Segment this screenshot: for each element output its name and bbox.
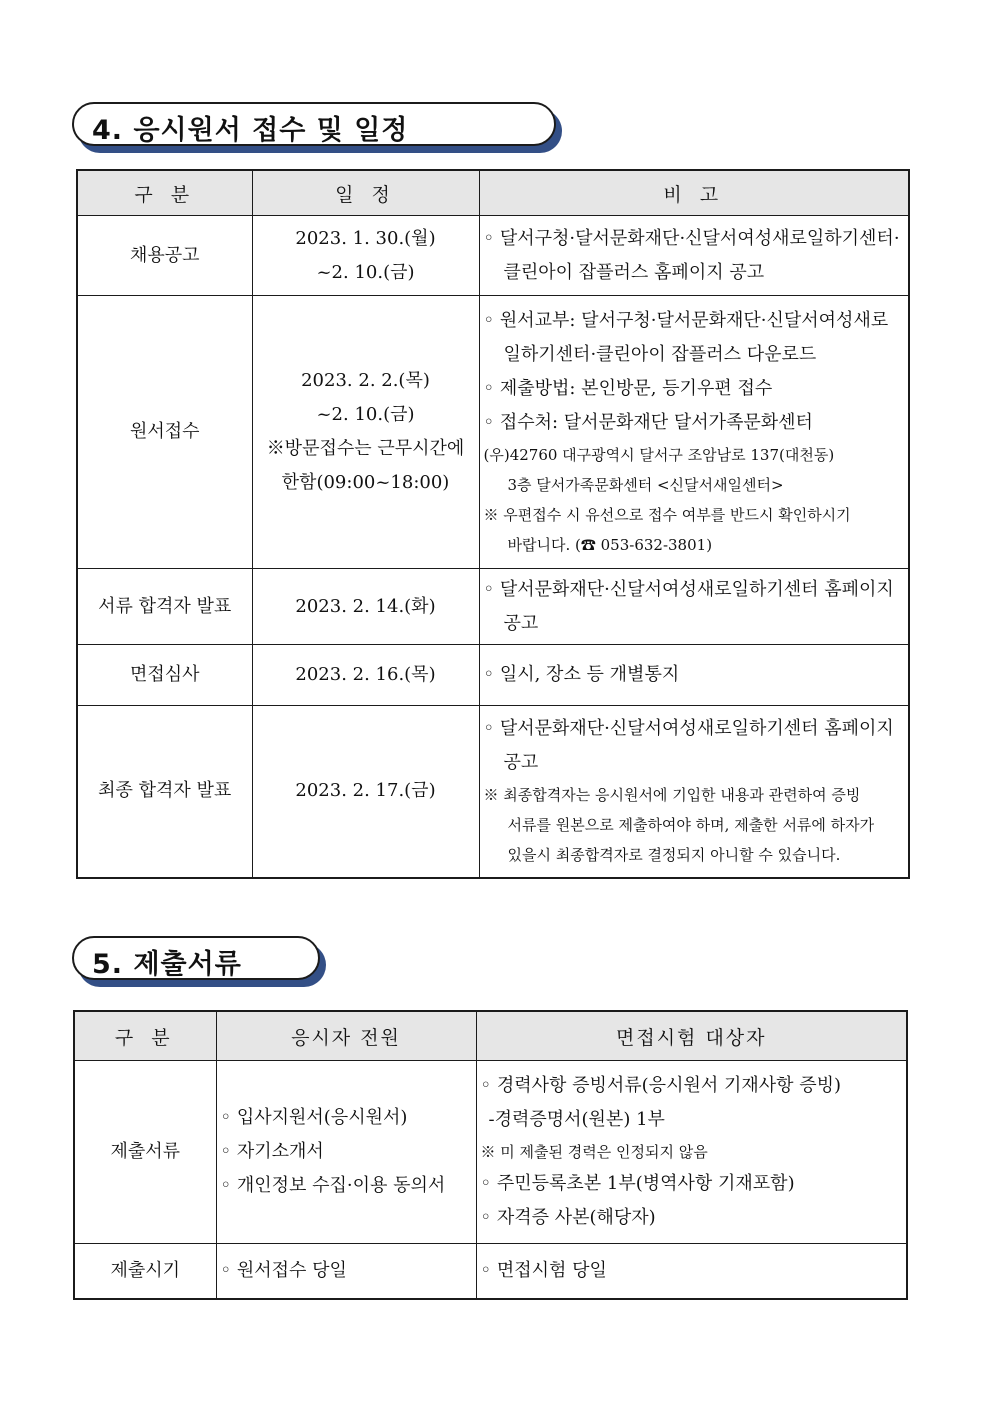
doc-line: ◦ 입사지원서(응시원서) — [220, 1107, 408, 1128]
row-schedule — [252, 569, 479, 645]
note-line: 공고 — [503, 752, 539, 774]
row-notes — [479, 706, 909, 878]
note-line: ◦ 달서문화재단·신달서여성새로일하기센터 홈페이지 — [483, 718, 894, 740]
doc-line: ◦ 원서접수 당일 — [220, 1259, 347, 1281]
note-line: ◦ 일시, 장소 등 개별통지 — [483, 664, 680, 685]
doc-line: ◦ 주민등록초본 1부(병역사항 기재포함) — [480, 1173, 795, 1194]
row-schedule — [252, 706, 479, 878]
schedule-line: 한함(09:00~18:00) — [281, 472, 450, 493]
doc-line: ◦ 자격증 사본(해당자) — [480, 1207, 656, 1228]
doc-line: -경력증명서(원본) 1부 — [488, 1109, 665, 1130]
table-row — [77, 296, 909, 569]
note-line: ※ 우편접수 시 유선으로 접수 여부를 반드시 확인하시기 — [483, 506, 851, 524]
row-notes — [479, 296, 909, 569]
schedule-table — [76, 169, 910, 879]
row-category: 원서접수 — [77, 296, 252, 569]
doc-line: ◦ 개인정보 수집·이용 동의서 — [220, 1175, 446, 1196]
table-row — [77, 569, 909, 645]
note-line: ◦ 원서교부: 달서구청·달서문화재단·신달서여성새로 — [483, 310, 889, 331]
note-line: ◦ 달서문화재단·신달서여성새로일하기센터 홈페이지 — [483, 578, 894, 600]
row-category: 제출시기 — [74, 1244, 216, 1299]
doc-line: ◦ 자기소개서 — [220, 1141, 324, 1162]
row-interview-candidates — [476, 1244, 907, 1299]
header-notes: 비 고 — [479, 170, 909, 216]
row-interview-candidates — [476, 1061, 907, 1244]
doc-line: ◦ 경력사항 증빙서류(응시원서 기재사항 증빙) — [480, 1075, 842, 1096]
table-row — [74, 1244, 907, 1299]
header-category: 구 분 — [74, 1011, 216, 1061]
note-line: 클린아이 잡플러스 홈페이지 공고 — [503, 261, 765, 283]
header-all-applicants: 응시자 전원 — [216, 1011, 476, 1061]
table-row — [77, 706, 909, 878]
note-line: ※ 최종합격자는 응시원서에 기입한 내용과 관련하여 증빙 — [483, 786, 861, 805]
section-5-title: 5. 제출서류 — [92, 949, 242, 980]
schedule-line: 2023. 1. 30.(월) — [295, 227, 436, 249]
row-all-applicants — [216, 1061, 476, 1244]
note-line: 3층 달서가족문화센터 <신달서새일센터> — [507, 476, 784, 494]
table-row — [74, 1061, 907, 1244]
row-category: 제출서류 — [74, 1061, 216, 1244]
schedule-line: 2023. 2. 17.(금) — [295, 780, 436, 802]
section-4-title: 4. 응시원서 접수 및 일정 — [92, 115, 409, 146]
note-line: ◦ 제출방법: 본인방문, 등기우편 접수 — [483, 378, 773, 399]
table-row — [77, 645, 909, 706]
schedule-line: ~2. 10.(금) — [316, 261, 415, 283]
note-line: 바랍니다. (☎ 053-632-3801) — [507, 536, 713, 554]
section-4-title-box — [72, 102, 556, 146]
schedule-header-row — [77, 170, 909, 216]
row-schedule — [252, 296, 479, 569]
section-5-title-box — [72, 936, 320, 980]
schedule-line: 2023. 2. 16.(목) — [295, 664, 436, 685]
note-line: ◦ 달서구청·달서문화재단·신달서여성새로일하기센터· — [483, 227, 900, 249]
row-category: 면접심사 — [77, 645, 252, 706]
row-schedule — [252, 216, 479, 296]
note-line: 공고 — [503, 612, 539, 634]
header-category: 구 분 — [77, 170, 252, 216]
row-category: 채용공고 — [77, 216, 252, 296]
row-category: 최종 합격자 발표 — [77, 706, 252, 878]
note-line: ◦ 접수처: 달서문화재단 달서가족문화센터 — [483, 412, 813, 433]
doc-line: ◦ 면접시험 당일 — [480, 1259, 607, 1281]
documents-header-row — [74, 1011, 907, 1061]
doc-line: ※ 미 제출된 경력은 인정되지 않음 — [480, 1143, 708, 1161]
row-notes — [479, 216, 909, 296]
schedule-line: ※방문접수는 근무시간에 — [266, 438, 465, 459]
schedule-line: ~2. 10.(금) — [316, 404, 415, 425]
note-line: (우)42760 대구광역시 달서구 조암남로 137(대천동) — [483, 446, 835, 464]
documents-table — [73, 1010, 908, 1300]
header-interview-candidates: 면접시험 대상자 — [476, 1011, 907, 1061]
row-schedule — [252, 645, 479, 706]
row-category: 서류 합격자 발표 — [77, 569, 252, 645]
table-row — [77, 216, 909, 296]
note-line: 서류를 원본으로 제출하여야 하며, 제출한 서류에 하자가 — [507, 816, 875, 835]
header-schedule: 일 정 — [252, 170, 479, 216]
row-notes — [479, 645, 909, 706]
schedule-line: 2023. 2. 2.(목) — [301, 370, 430, 391]
note-line: 일하기센터·클린아이 잡플러스 다운로드 — [503, 344, 817, 365]
note-line: 있을시 최종합격자로 결정되지 아니할 수 있습니다. — [507, 846, 841, 865]
schedule-line: 2023. 2. 14.(화) — [295, 595, 436, 617]
row-all-applicants — [216, 1244, 476, 1299]
row-notes — [479, 569, 909, 645]
